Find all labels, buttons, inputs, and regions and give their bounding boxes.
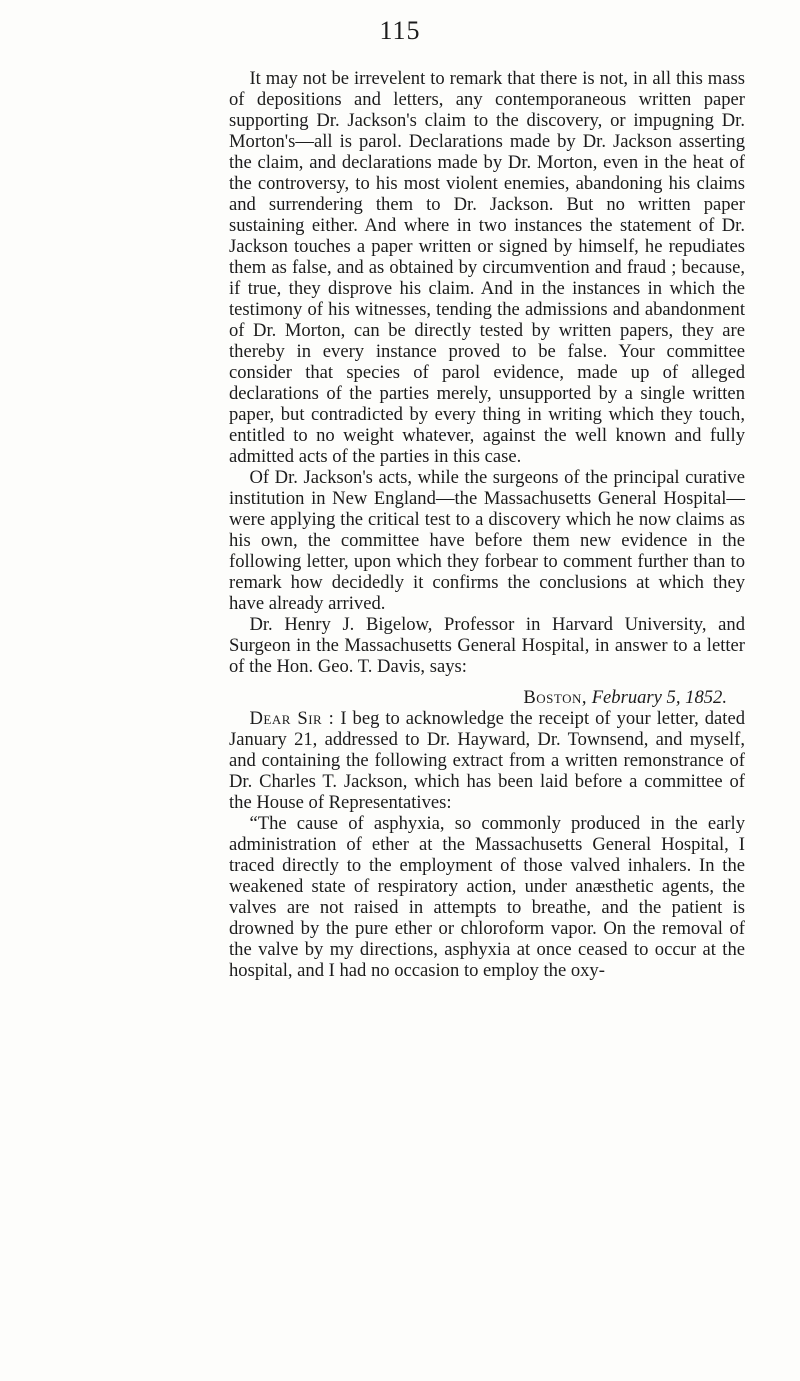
paragraph-parol-evidence: It may not be irrevelent to remark that there is not, in all this mass of depositions and letters, any contemporaneous written paper supporting Dr. Jackson's claim to the discovery, or impugning Dr. Morton's—all is parol. Declarations made by Dr. Jackson asserting the claim, and declarations made by Dr. Morton, even in the heat of the controversy, to his most violent enemies, abandoning his claims and surrendering them to Dr. Jackson. But no written paper sustaining either. And where in two instances the statement of Dr. Jackson touches a paper written or signed by himself, he repudiates them as false, and as obtained by circumvention and fraud ; because, if true, they disprove his claim. And in the instances in which the testimony of his witnesses, tending the admissions and abandonment of Dr. Morton, can be directly tested by written papers, they are thereby in every instance proved to be false. Your committee consider that species of parol evidence, made up of alleged declarations of the parties merely, unsupported by a single written paper, but contradicted by every thing in writing which they touch, entitled to no weight whatever, against the well known and fully admitted acts of the parties in this case. xyxy=(229,68,745,467)
letter-date: February 5, 1852. xyxy=(591,687,727,708)
paragraph-bigelow-intro: Dr. Henry J. Bigelow, Professor in Harvard University, and Surgeon in the Massachusetts General Hospital, in answer to a letter of the Hon. Geo. T. Davis, says: xyxy=(229,614,745,677)
page-number: 115 xyxy=(379,16,421,45)
letter-city: Boston, xyxy=(523,687,588,708)
bigelow-letter xyxy=(229,687,745,981)
letter-quote: “The cause of asphyxia, so commonly produced in the early administration of ether at the Massachusetts General Hospital, I traced directly to the employment of those valved inhalers. In the weakened state of respiratory action, under anæsthetic agents, the valves are not raised in attempts to breathe, and the patient is drowned by the pure ether or chloroform vapor. On the removal of the valve by my directions, asphyxia at once ceased to occur at the hospital, and I had no occasion to employ the oxy- xyxy=(229,813,745,981)
letter-salutation: Dear Sir : xyxy=(249,708,335,729)
letter-dateline xyxy=(229,687,745,708)
letter-opening-text: I beg to acknowledge the receipt of your letter, dated January 21, addressed to Dr. Hayward, Dr. Townsend, and myself, and containing the following extract from a written remonstrance of Dr. Charles T. Jackson, which has been laid before a committee of the House of Representatives: xyxy=(229,708,745,813)
letter-opening xyxy=(229,708,745,813)
body-text xyxy=(229,68,745,981)
paragraph-jackson-acts: Of Dr. Jackson's acts, while the surgeons of the principal curative institution in New England—the Massachusetts General Hospital—were applying the critical test to a discovery which he now claims as his own, the committee have before them new evidence in the following letter, upon which they forbear to comment further than to remark how decidedly it confirms the conclusions at which they have already arrived. xyxy=(229,467,745,614)
